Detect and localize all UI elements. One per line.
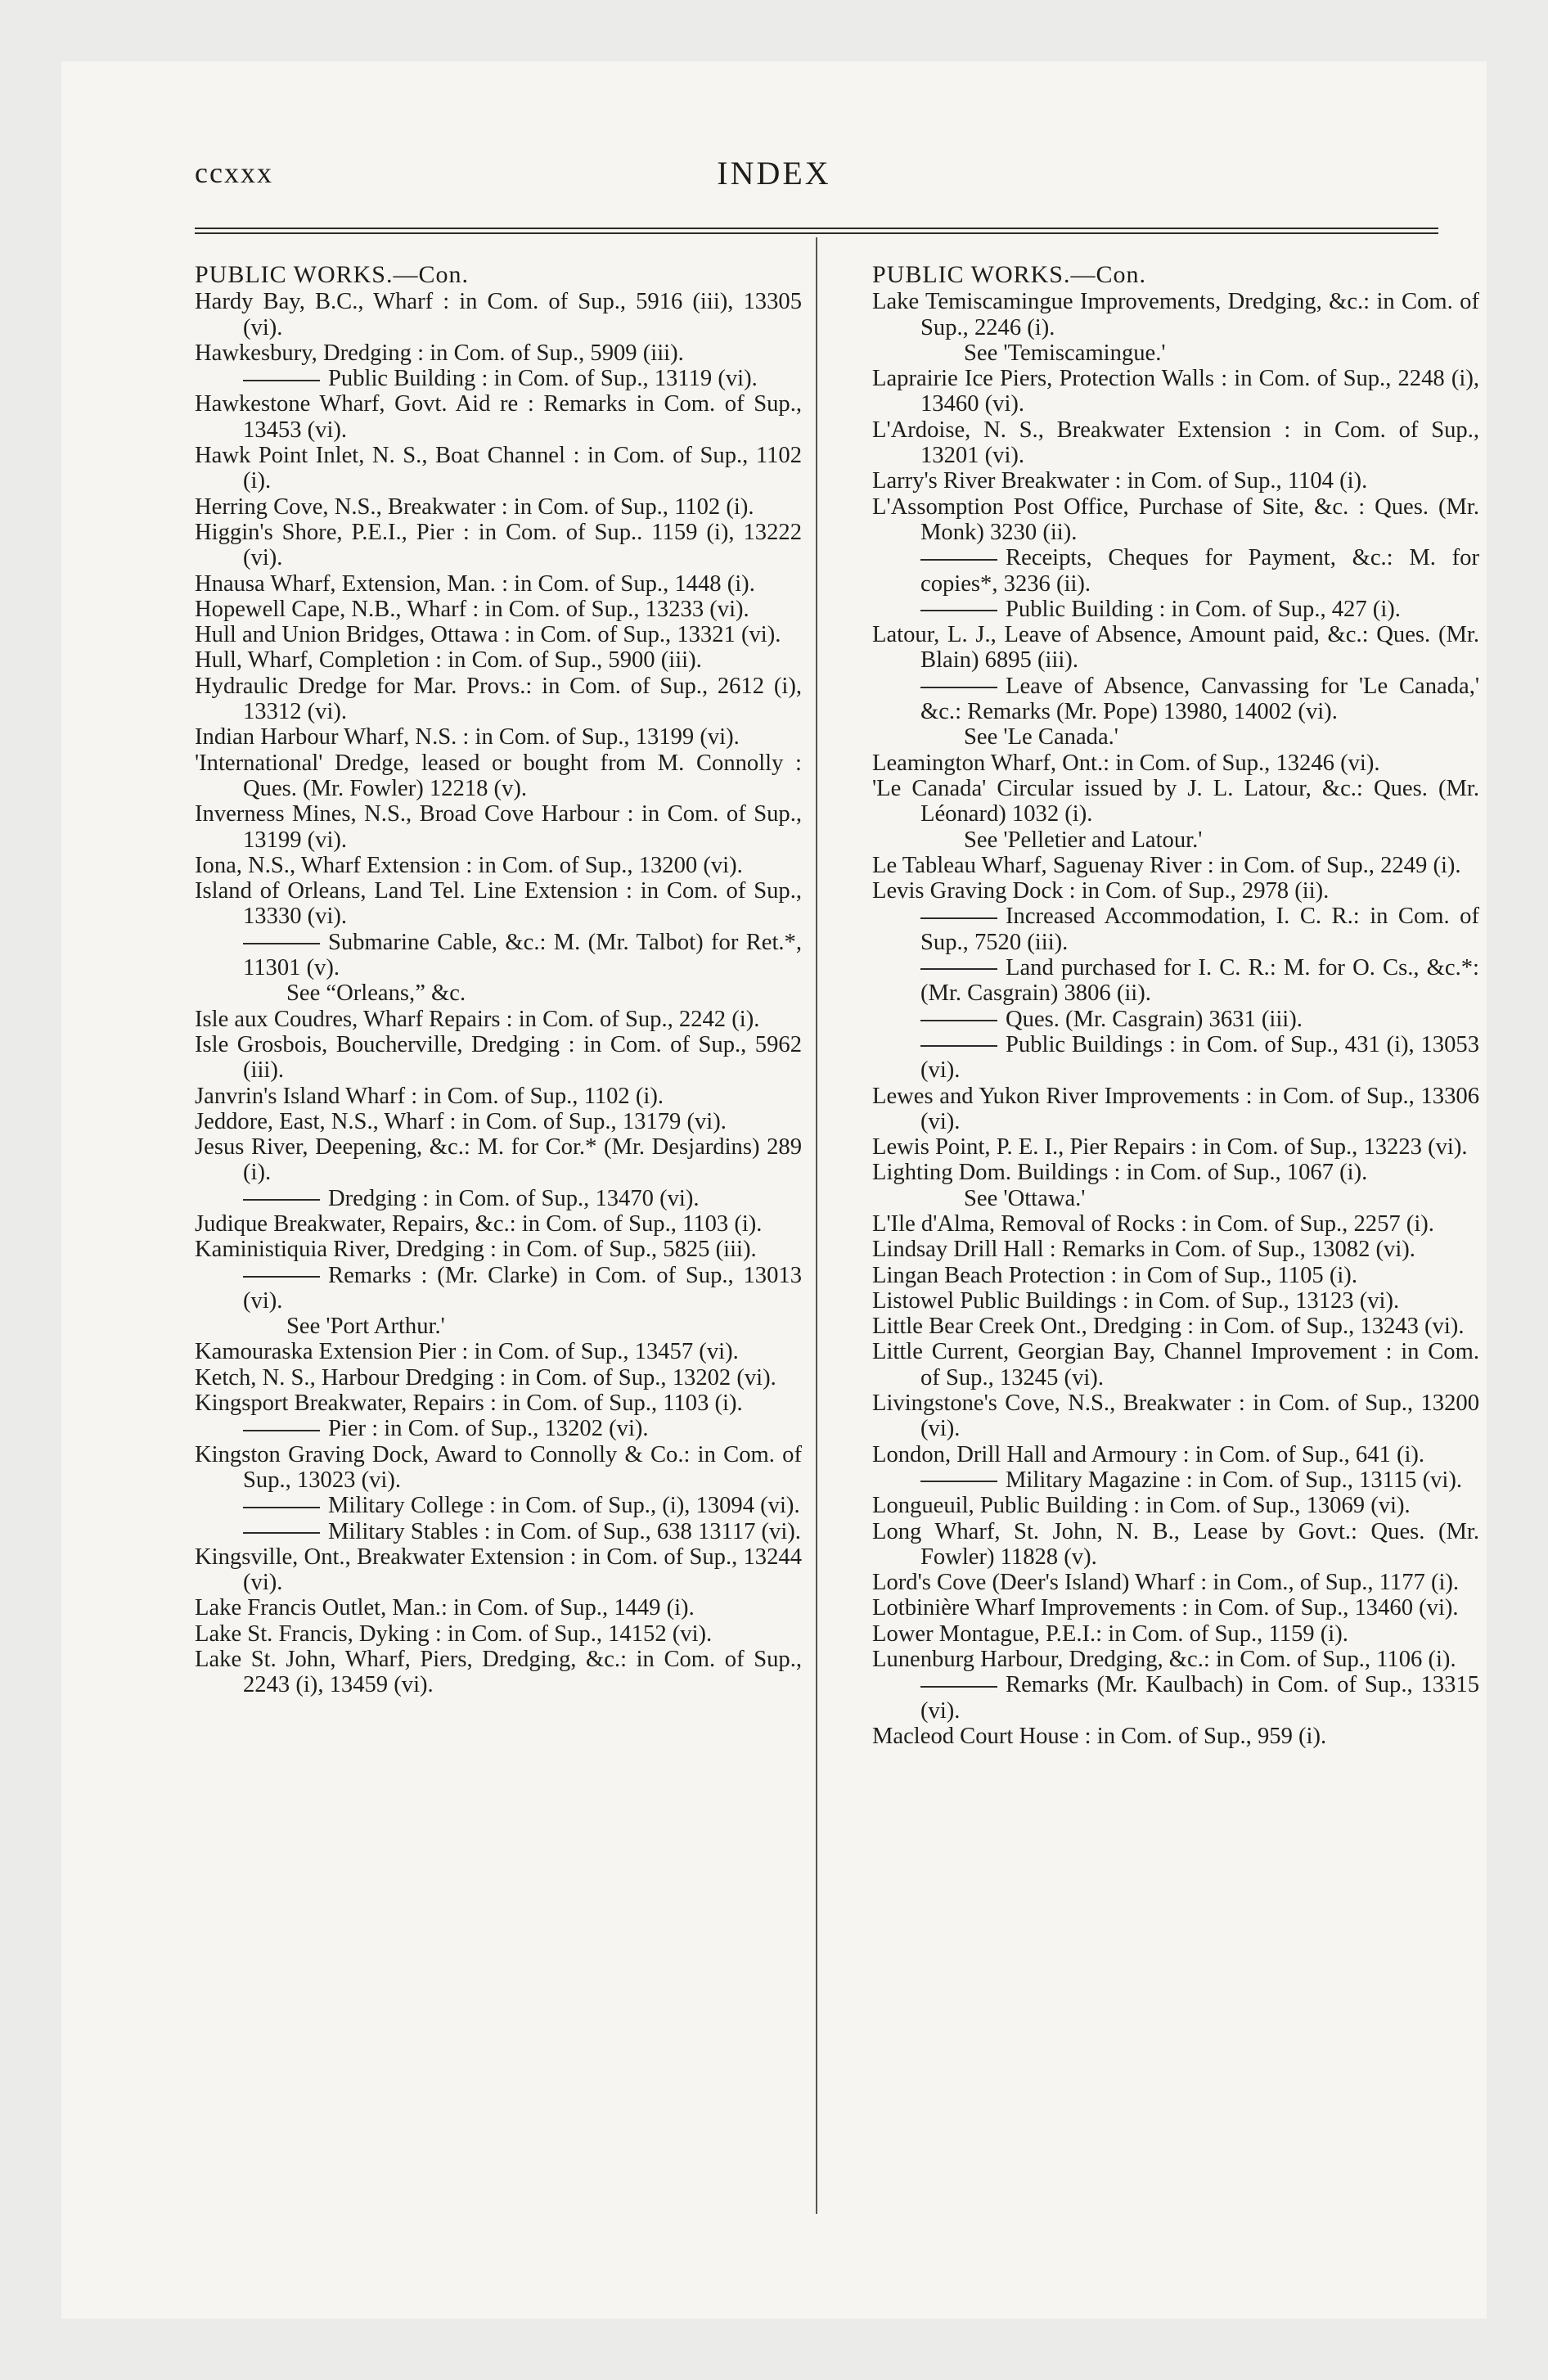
entry-text: Kaministiquia River, Dredging : in Com. of Sup., 5825 (iii).	[195, 1237, 757, 1263]
index-subentry	[872, 1032, 1479, 1084]
index-entry	[195, 520, 802, 571]
column-heading: PUBLIC WORKS.—Con.	[872, 261, 1146, 288]
ditto-dash	[920, 1481, 997, 1482]
index-entry	[872, 1084, 1479, 1135]
ditto-dash	[920, 1686, 997, 1688]
ditto-dash	[243, 1507, 320, 1508]
entry-text: Kingsport Breakwater, Repairs : in Com. of Sup., 1103 (i).	[195, 1391, 743, 1417]
see-reference	[872, 1186, 1479, 1211]
index-entry	[872, 1314, 1479, 1339]
entry-text: Ketch, N. S., Harbour Dredging : in Com. of Sup., 13202 (vi).	[195, 1364, 776, 1391]
ditto-dash	[920, 610, 997, 611]
index-entry	[195, 597, 802, 622]
index-subentry	[195, 930, 802, 981]
entry-text: Isle Grosbois, Boucherville, Dredging : in Com. of Sup., 5962 (iii).	[195, 1031, 802, 1084]
entry-text: L'Ile d'Alma, Removal of Rocks : in Com. of Sup., 2257 (i).	[872, 1210, 1434, 1237]
ditto-dash	[243, 380, 320, 381]
index-entry	[195, 571, 802, 597]
entry-text: Hopewell Cape, N.B., Wharf : in Com. of Sup., 13233 (vi).	[195, 596, 749, 622]
index-entry	[872, 1237, 1479, 1262]
entry-text: Lake St. John, Wharf, Piers, Dredging, &c.: in Com. of Sup., 2243 (i), 13459 (vi).	[195, 1647, 802, 1698]
index-entry	[195, 622, 802, 647]
entry-list	[195, 289, 802, 1697]
index-subentry	[872, 1007, 1479, 1032]
index-entry	[195, 443, 802, 494]
index-entry	[872, 1493, 1479, 1518]
index-entry	[195, 494, 802, 520]
entry-text: See 'Le Canada.'	[964, 724, 1118, 751]
ditto-dash	[920, 1020, 997, 1021]
entry-text: Lake Temiscamingue Improvements, Dredging, &c.: in Com. of Sup., 2246 (i).	[872, 289, 1479, 340]
index-subentry	[195, 366, 802, 391]
entry-text: Higgin's Shore, P.E.I., Pier : in Com. of Sup.. 1159 (i), 13222 (vi).	[195, 519, 802, 571]
see-reference	[195, 980, 802, 1006]
entry-text: Leave of Absence, Canvassing for 'Le Canada,' &c.: Remarks (Mr. Pope) 13980, 14002 (vi).	[920, 673, 1479, 725]
entry-text: Lake St. Francis, Dyking : in Com. of Sup., 14152 (vi).	[195, 1620, 713, 1647]
entry-text: Lingan Beach Protection : in Com of Sup., 1105 (i).	[872, 1262, 1357, 1288]
index-entry	[872, 1570, 1479, 1595]
entry-text: Long Wharf, St. John, N. B., Lease by Govt.: Ques. (Mr. Fowler) 11828 (v).	[872, 1518, 1479, 1570]
index-entry	[872, 366, 1479, 417]
ditto-dash	[243, 1276, 320, 1278]
entry-text: Land purchased for I. C. R.: M. for O. Cs., &c.*: (Mr. Casgrain) 3806 (ii).	[920, 955, 1479, 1007]
index-entry	[872, 1339, 1479, 1391]
index-entry	[872, 1288, 1479, 1314]
ditto-dash	[920, 1045, 997, 1047]
index-entry	[872, 494, 1479, 546]
entry-text: Lewes and Yukon River Improvements : in Com. of Sup., 13306 (vi).	[872, 1083, 1479, 1134]
entry-text: Herring Cove, N.S., Breakwater : in Com. of Sup., 1102 (i).	[195, 494, 754, 520]
index-entry	[195, 1032, 802, 1084]
index-entry	[195, 289, 802, 340]
index-entry	[195, 391, 802, 443]
entry-text: Island of Orleans, Land Tel. Line Extension : in Com. of Sup., 13330 (vi).	[195, 878, 802, 930]
ditto-dash	[920, 559, 997, 561]
entry-text: Isle aux Coudres, Wharf Repairs : in Com. of Sup., 2242 (i).	[195, 1006, 760, 1032]
index-entry	[195, 1595, 802, 1620]
entry-text: Latour, L. J., Leave of Absence, Amount paid, &c.: Ques. (Mr. Blain) 6895 (iii).	[872, 622, 1479, 674]
index-entry	[195, 1109, 802, 1134]
entry-text: Public Buildings : in Com. of Sup., 431 (i), 13053 (vi).	[920, 1031, 1479, 1084]
entry-text: Lower Montague, P.E.I.: in Com. of Sup., 1159 (i).	[872, 1620, 1348, 1647]
entry-text: Lord's Cove (Deer's Island) Wharf : in Com., of Sup., 1177 (i).	[872, 1570, 1460, 1596]
ditto-dash	[243, 1532, 320, 1534]
index-entry	[195, 1647, 802, 1698]
entry-text: Lewis Point, P. E. I., Pier Repairs : in Com. of Sup., 13223 (vi).	[872, 1134, 1468, 1161]
index-entry	[872, 1519, 1479, 1571]
index-entry	[195, 1442, 802, 1494]
entry-text: Levis Graving Dock : in Com. of Sup., 2978 (ii).	[872, 878, 1330, 904]
index-entry	[872, 1724, 1479, 1749]
index-entry	[195, 1365, 802, 1391]
entry-text: Pier : in Com. of Sup., 13202 (vi).	[328, 1416, 649, 1442]
index-subentry	[195, 1493, 802, 1518]
entry-text: Longueuil, Public Building : in Com. of Sup., 13069 (vi).	[872, 1493, 1411, 1519]
entry-text: Livingstone's Cove, N.S., Breakwater : in Com. of Sup., 13200 (vi).	[872, 1391, 1479, 1442]
entry-text: Iona, N.S., Wharf Extension : in Com. of Sup., 13200 (vi).	[195, 852, 743, 878]
index-entry	[195, 1237, 802, 1262]
index-entry	[872, 1263, 1479, 1288]
entry-text: See 'Temiscamingue.'	[964, 340, 1166, 366]
entry-text: Lunenburg Harbour, Dredging, &c.: in Com. of Sup., 1106 (i).	[872, 1647, 1456, 1673]
entry-text: Indian Harbour Wharf, N.S. : in Com. of Sup., 13199 (vi).	[195, 724, 740, 751]
entry-text: Kingsville, Ont., Breakwater Extension : in Com. of Sup., 13244 (vi).	[195, 1544, 802, 1596]
entry-text: Military Magazine : in Com. of Sup., 13115 (vi).	[1006, 1467, 1463, 1493]
entry-text: Hydraulic Dredge for Mar. Provs.: in Com. of Sup., 2612 (i), 13312 (vi).	[195, 673, 802, 725]
entry-text: Kingston Graving Dock, Award to Connolly & Co.: in Com. of Sup., 13023 (vi).	[195, 1441, 802, 1493]
index-subentry	[195, 1416, 802, 1441]
see-reference	[195, 1314, 802, 1339]
index-entry	[195, 751, 802, 802]
entry-text: Laprairie Ice Piers, Protection Walls : in Com. of Sup., 2248 (i), 13460 (vi).	[872, 366, 1479, 417]
entry-text: Dredging : in Com. of Sup., 13470 (vi).	[328, 1185, 700, 1211]
ditto-dash	[920, 917, 997, 919]
entry-text: Listowel Public Buildings : in Com. of Sup., 13123 (vi).	[872, 1287, 1400, 1314]
entry-text: Hawkestone Wharf, Govt. Aid re : Remarks in Com. of Sup., 13453 (vi).	[195, 391, 802, 443]
ditto-dash	[243, 943, 320, 944]
entry-text: Jesus River, Deepening, &c.: M. for Cor.* (Mr. Desjardins) 289 (i).	[195, 1134, 802, 1186]
index-entry	[872, 468, 1479, 494]
entry-text: See “Orleans,” &c.	[286, 980, 466, 1007]
index-entry	[195, 1339, 802, 1364]
entry-text: Submarine Cable, &c.: M. (Mr. Talbot) for Ret.*, 11301 (v).	[243, 929, 802, 981]
index-subentry	[872, 1672, 1479, 1724]
index-entry	[872, 1391, 1479, 1442]
ditto-dash	[243, 1199, 320, 1201]
index-entry	[195, 1211, 802, 1237]
entry-text: Hull and Union Bridges, Ottawa : in Com. of Sup., 13321 (vi).	[195, 622, 781, 648]
page-title: INDEX	[717, 155, 831, 192]
entry-text: Increased Accommodation, I. C. R.: in Com. of Sup., 7520 (iii).	[920, 904, 1479, 955]
entry-text: See 'Port Arthur.'	[286, 1314, 445, 1340]
index-entry	[872, 1134, 1479, 1160]
see-reference	[872, 827, 1479, 853]
entry-text: Lotbinière Wharf Improvements : in Com. of Sup., 13460 (vi).	[872, 1595, 1459, 1621]
page-number: ccxxx	[195, 156, 273, 189]
entry-text: Hawk Point Inlet, N. S., Boat Channel : in Com. of Sup., 1102 (i).	[195, 443, 802, 494]
index-entry	[872, 1442, 1479, 1467]
entry-text: Lake Francis Outlet, Man.: in Com. of Sup., 1449 (i).	[195, 1595, 695, 1621]
header-rule	[195, 228, 1438, 236]
index-entry	[872, 1621, 1479, 1647]
entry-text: Receipts, Cheques for Payment, &c.: M. for copies*, 3236 (ii).	[920, 545, 1479, 597]
right-column	[872, 262, 1479, 1749]
entry-text: Lindsay Drill Hall : Remarks in Com. of Sup., 13082 (vi).	[872, 1237, 1415, 1263]
entry-text: 'International' Dredge, leased or bought from M. Connolly : Ques. (Mr. Fowler) 12218 (v).	[195, 750, 802, 801]
index-entry	[195, 1134, 802, 1186]
index-entry	[872, 622, 1479, 674]
index-subentry	[195, 1519, 802, 1544]
entry-text: Le Tableau Wharf, Saguenay River : in Com. of Sup., 2249 (i).	[872, 852, 1461, 878]
entry-text: London, Drill Hall and Armoury : in Com. of Sup., 641 (i).	[872, 1441, 1425, 1467]
index-subentry	[195, 1263, 802, 1314]
entry-text: Lighting Dom. Buildings : in Com. of Sup., 1067 (i).	[872, 1160, 1368, 1186]
entry-text: Jeddore, East, N.S., Wharf : in Com. of Sup., 13179 (vi).	[195, 1108, 727, 1134]
index-entry	[195, 724, 802, 750]
index-entry	[195, 647, 802, 673]
index-entry	[195, 853, 802, 878]
see-reference	[872, 724, 1479, 750]
see-reference	[872, 340, 1479, 366]
index-subentry	[872, 904, 1479, 955]
index-entry	[872, 417, 1479, 469]
left-column	[195, 262, 802, 1698]
index-subentry	[195, 1186, 802, 1211]
entry-text: Little Bear Creek Ont., Dredging : in Com. of Sup., 13243 (vi).	[872, 1314, 1465, 1340]
entry-text: Remarks (Mr. Kaulbach) in Com. of Sup., 13315 (vi).	[920, 1672, 1479, 1724]
index-entry	[872, 853, 1479, 878]
ditto-dash	[920, 687, 997, 688]
index-subentry	[872, 1467, 1479, 1493]
entry-text: Remarks : (Mr. Clarke) in Com. of Sup., 13013 (vi).	[243, 1262, 802, 1314]
index-subentry	[872, 597, 1479, 622]
index-subentry	[872, 955, 1479, 1007]
index-entry	[872, 289, 1479, 340]
ditto-dash	[243, 1430, 320, 1431]
entry-text: See 'Ottawa.'	[964, 1185, 1086, 1211]
entry-text: L'Assomption Post Office, Purchase of Site, &c. : Ques. (Mr. Monk) 3230 (ii).	[872, 494, 1479, 545]
index-subentry	[872, 674, 1479, 725]
entry-text: Hnausa Wharf, Extension, Man. : in Com. of Sup., 1448 (i).	[195, 570, 755, 597]
entry-text: Macleod Court House : in Com. of Sup., 959 (i).	[872, 1723, 1327, 1749]
index-entry	[872, 776, 1479, 827]
index-entry	[195, 878, 802, 930]
ditto-dash	[920, 968, 997, 970]
index-entry	[195, 674, 802, 725]
entry-text: Military Stables : in Com. of Sup., 638 13117 (vi).	[328, 1518, 801, 1544]
entry-text: Hawkesbury, Dredging : in Com. of Sup., 5909 (iii).	[195, 340, 684, 366]
index-entry	[195, 1391, 802, 1416]
column-divider	[816, 237, 817, 2214]
index-entry	[195, 1007, 802, 1032]
index-entry	[195, 801, 802, 853]
index-entry	[872, 1595, 1479, 1620]
index-entry	[195, 340, 802, 366]
index-entry	[872, 878, 1479, 904]
entry-text: Military College : in Com. of Sup., (i), 13094 (vi).	[328, 1493, 800, 1519]
index-entry	[195, 1084, 802, 1109]
index-entry	[872, 751, 1479, 776]
entry-text: Little Current, Georgian Bay, Channel Improvement : in Com. of Sup., 13245 (vi).	[872, 1339, 1479, 1391]
entry-text: Larry's River Breakwater : in Com. of Sup., 1104 (i).	[872, 468, 1368, 494]
entry-text: Hull, Wharf, Completion : in Com. of Sup., 5900 (iii).	[195, 647, 702, 674]
entry-text: Inverness Mines, N.S., Broad Cove Harbour : in Com. of Sup., 13199 (vi).	[195, 801, 802, 853]
entry-text: Kamouraska Extension Pier : in Com. of Sup., 13457 (vi).	[195, 1339, 739, 1365]
index-subentry	[872, 545, 1479, 597]
index-entry	[195, 1544, 802, 1596]
entry-text: Public Building : in Com. of Sup., 427 (i).	[1006, 596, 1401, 622]
entry-text: See 'Pelletier and Latour.'	[964, 827, 1203, 853]
entry-text: Judique Breakwater, Repairs, &c.: in Com. of Sup., 1103 (i).	[195, 1210, 763, 1237]
entry-text: Leamington Wharf, Ont.: in Com. of Sup., 13246 (vi).	[872, 750, 1380, 776]
entry-text: Ques. (Mr. Casgrain) 3631 (iii).	[1006, 1006, 1303, 1032]
entry-list	[872, 289, 1479, 1749]
index-entry	[872, 1647, 1479, 1672]
entry-text: L'Ardoise, N. S., Breakwater Extension : in Com. of Sup., 13201 (vi).	[872, 417, 1479, 469]
entry-text: Public Building : in Com. of Sup., 13119 (vi).	[328, 366, 758, 392]
index-entry	[195, 1621, 802, 1647]
entry-text: Janvrin's Island Wharf : in Com. of Sup., 1102 (i).	[195, 1083, 664, 1109]
column-heading: PUBLIC WORKS.—Con.	[195, 261, 469, 288]
entry-text: 'Le Canada' Circular issued by J. L. Latour, &c.: Ques. (Mr. Léonard) 1032 (i).	[872, 775, 1479, 827]
index-entry	[872, 1211, 1479, 1237]
entry-text: Hardy Bay, B.C., Wharf : in Com. of Sup., 5916 (iii), 13305 (vi).	[195, 289, 802, 340]
index-entry	[872, 1160, 1479, 1185]
